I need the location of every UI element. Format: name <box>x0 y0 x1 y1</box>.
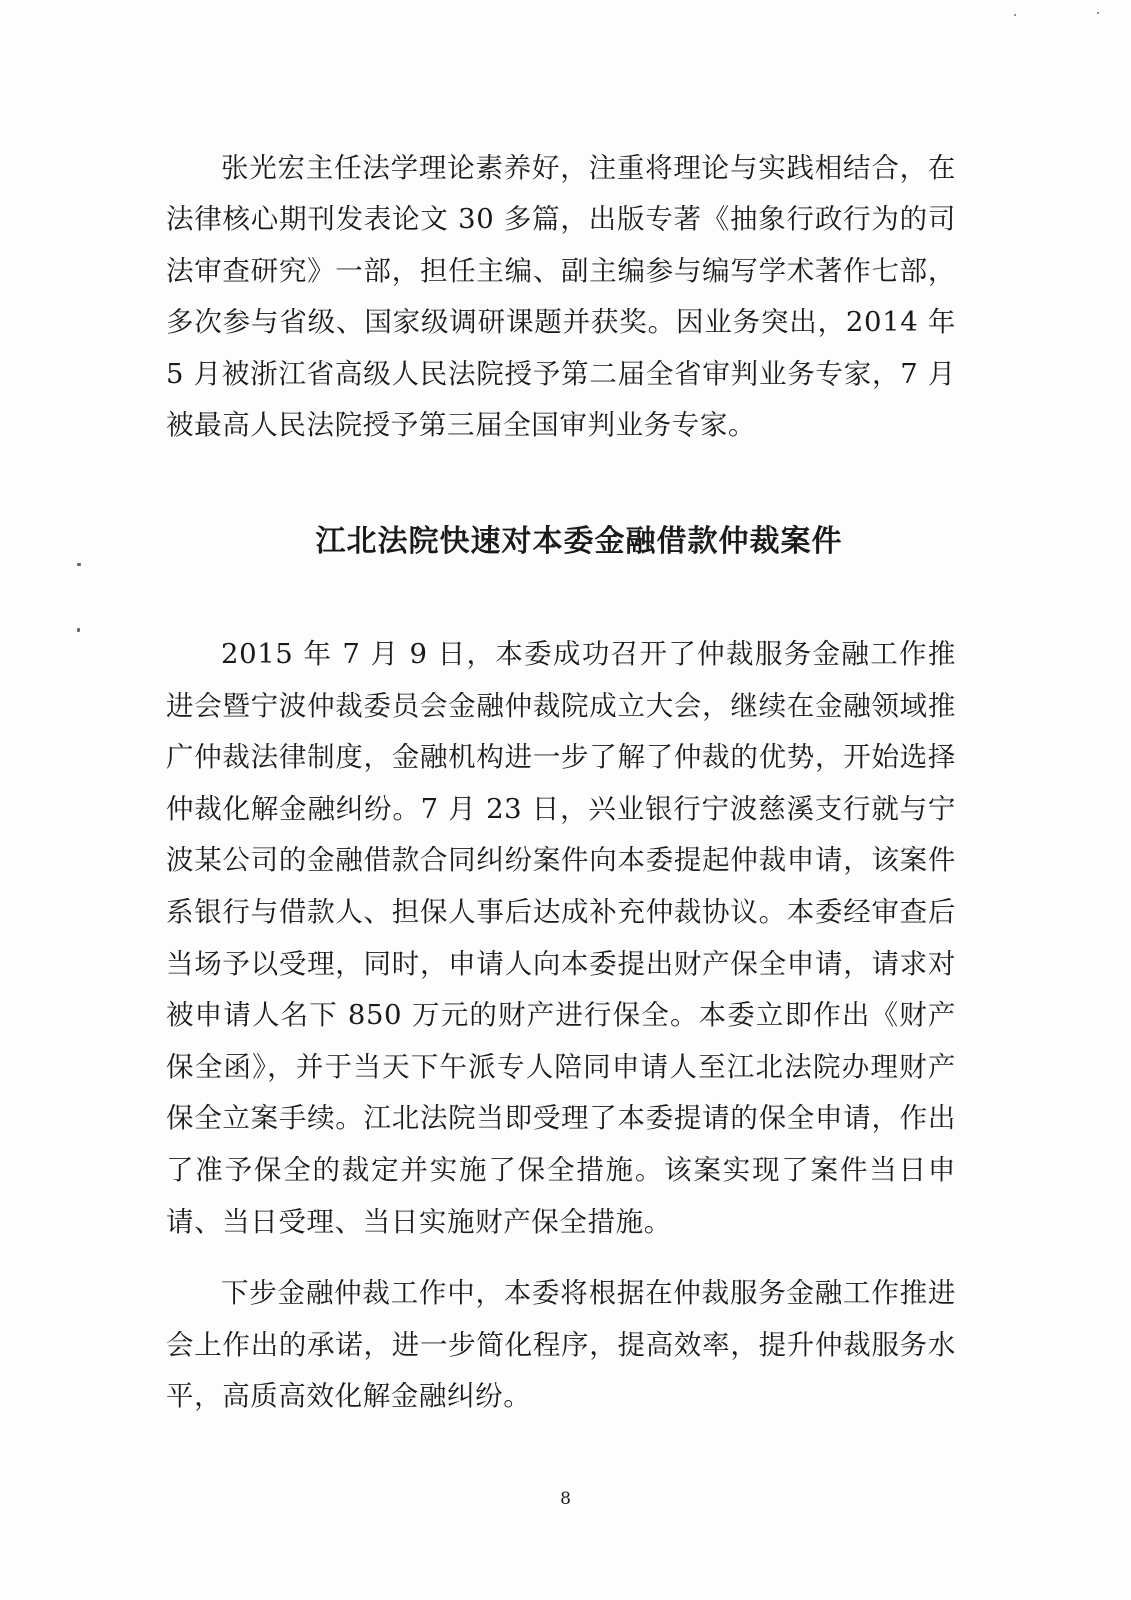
scan-speck <box>77 563 81 566</box>
page-number: 8 <box>560 1489 571 1509</box>
scan-speck <box>1014 14 1016 16</box>
section-heading: 江北法院快速对本委金融借款仲裁案件 <box>315 524 843 559</box>
paragraph-outlook: 下步金融仲裁工作中，本委将根据在仲裁服务金融工作推进会上作出的承诺，进一步简化程序，提高效率，提升仲裁服务水平，高质高效化解金融纠纷。 <box>166 1277 956 1413</box>
scan-speck <box>77 628 80 632</box>
scan-speck <box>1097 12 1099 14</box>
paragraph-profile: 张光宏主任法学理论素养好，注重将理论与实践相结合，在法律核心期刊发表论文 30 多篇，出版专著《抽象行政行为的司法审查研究》一部，担任主编、副主编参与编写学术著作七部，多次参与省级、国家级调研课题并获奖。因业务突出，2014 年 5 月被浙江省高级人民法院授予第二届全省审判业务专家，7 月被最高人民法院授予第三届全国审判业务专家。 <box>166 152 956 442</box>
paragraph-case: 2015 年 7 月 9 日，本委成功召开了仲裁服务金融工作推进会暨宁波仲裁委员会金融仲裁院成立大会，继续在金融领域推广仲裁法律制度，金融机构进一步了解了仲裁的优势，开始选择仲裁化解金融纠纷。7 月 23 日，兴业银行宁波慈溪支行就与宁波某公司的金融借款合同纠纷案件向本委提起仲裁申请，该案件系银行与借款人、担保人事后达成补充仲裁协议。本委经审查后当场予以受理，同时，申请人向本委提出财产保全申请，请求对被申请人名下 850 万元的财产进行保全。本委立即作出《财产保全函》，并于当天下午派专人陪同申请人至江北法院办理财产保全立案手续。江北法院当即受理了本委提请的保全申请，作出了准予保全的裁定并实施了保全措施。该案实现了案件当日申请、当日受理、当日实施财产保全措施。 <box>166 638 956 1238</box>
